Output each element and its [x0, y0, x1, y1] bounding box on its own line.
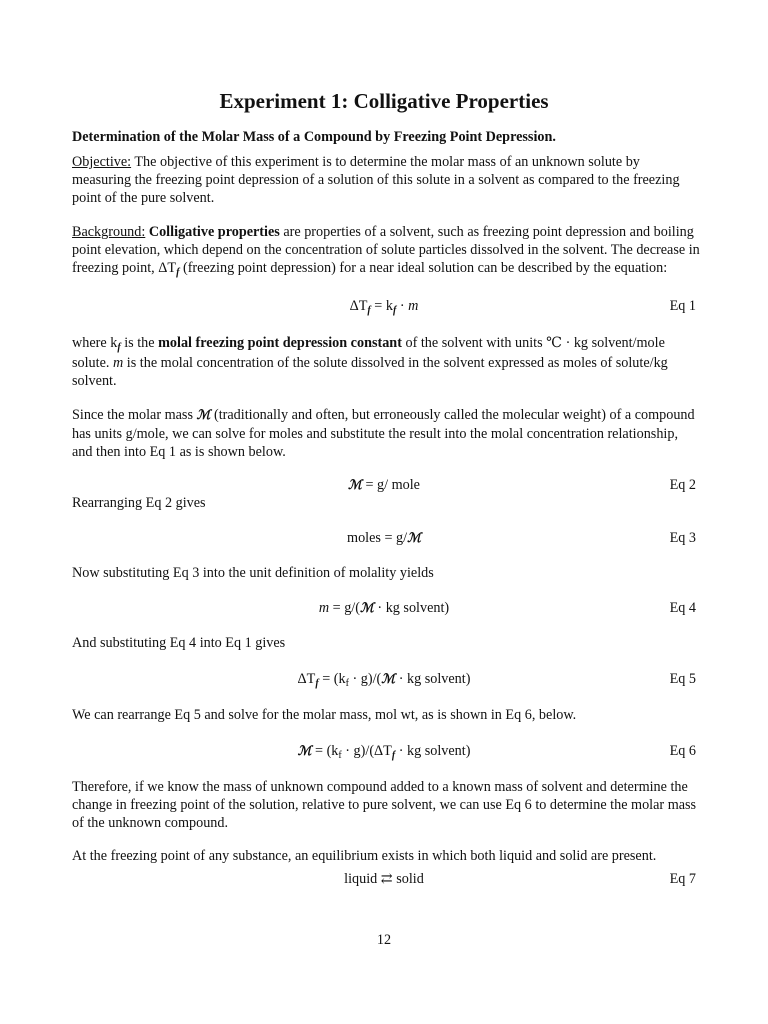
eq6-M: ℳ — [297, 744, 312, 759]
eq3-part: moles = g/ — [347, 530, 408, 546]
equation-7-label: Eq 7 — [669, 871, 696, 887]
where-text: of the solvent with units ℃ · kg solvent/mole solute. — [72, 335, 665, 371]
where-text: is the — [120, 335, 159, 351]
section-subtitle: Determination of the Molar Mass of a Compound by Freezing Point Depression. — [72, 129, 556, 145]
equation-6-label: Eq 6 — [669, 743, 696, 759]
rearrange-eq5-paragraph: We can rearrange Eq 5 and solve for the molar mass, mol wt, as is shown in Eq 6, below. — [72, 707, 577, 723]
objective-paragraph — [72, 153, 702, 207]
eq6-part: = (k — [311, 743, 339, 759]
eq5-sub: f — [315, 678, 319, 689]
equation-7 — [72, 870, 696, 888]
now-substituting-paragraph: Now substituting Eq 3 into the unit definition of molality yields — [72, 565, 434, 581]
equation-2-label: Eq 2 — [669, 477, 696, 493]
where-term: molal freezing point depression constant — [158, 335, 402, 351]
objective-text: The objective of this experiment is to determine the molar mass of an unknown solute by measuring the freezing point depression of a solution of this solute in a solvent as compared to the freezing point of the pure solvent. — [72, 154, 680, 206]
equation-2 — [72, 476, 696, 494]
equation-2-expression — [72, 476, 696, 495]
eq1-part: · — [396, 298, 409, 314]
eq1-part: m — [408, 298, 419, 314]
equation-5-label: Eq 5 — [669, 671, 696, 687]
therefore-paragraph: Therefore, if we know the mass of unknown compound added to a known mass of solvent and determine the change in freezing point of the solution, relative to pure solvent, we can use Eq 6 to determine the molar mass of the unknown compound. — [72, 779, 697, 831]
background-term: Colligative properties — [148, 224, 280, 240]
molar-mass-symbol: ℳ — [196, 408, 211, 423]
equation-6 — [72, 742, 696, 760]
since-text: Since the molar mass — [72, 407, 197, 423]
eq4-part: = g/( — [329, 600, 360, 616]
where-text: where k — [72, 335, 118, 351]
equation-1-label: Eq 1 — [669, 298, 696, 314]
eq6-sub: f — [338, 750, 342, 761]
where-text: is the molal concentration of the solute dissolved in the solvent expressed as moles of solute/kg solvent. — [72, 355, 668, 389]
background-subscript: f — [176, 267, 180, 278]
equation-5 — [72, 670, 696, 688]
eq5-sub: f — [345, 678, 349, 689]
eq2-M: ℳ — [348, 478, 362, 493]
equation-5-expression — [72, 670, 696, 690]
eq2-part: = g/ mole — [361, 477, 420, 493]
objective-label: Objective: — [72, 154, 132, 170]
equation-4-expression — [72, 599, 696, 618]
since-text: (traditionally and often, but erroneously called the molecular weight) of a compound has units g/mole, we can solve for moles and substitute the result into the molal concentration relationship, and then into Eq 1 as is shown below. — [72, 407, 695, 460]
equation-3-expression — [72, 529, 696, 548]
equation-3 — [72, 529, 696, 547]
eq1-sub: f — [367, 305, 371, 316]
eq4-m: m — [318, 600, 330, 616]
equation-1 — [72, 297, 696, 315]
eq4-part: · kg solvent) — [373, 600, 450, 616]
page-title: Experiment 1: Colligative Properties — [219, 89, 549, 113]
eq5-part: · g)/( — [348, 671, 382, 687]
page-number: 12 — [376, 932, 392, 948]
equation-7-expression: liquid ⇄ solid — [344, 871, 424, 887]
eq1-sub: f — [392, 305, 397, 316]
background-text-2: (freezing point depression) for a near ideal solution can be described by the equation: — [179, 260, 668, 276]
where-paragraph — [72, 334, 702, 390]
eq6-sub: f — [391, 750, 396, 761]
background-label: Background: — [72, 224, 146, 240]
since-paragraph — [72, 406, 702, 461]
equation-4 — [72, 599, 696, 617]
eq1-part: = k — [370, 298, 393, 314]
eq5-M: ℳ — [381, 672, 396, 687]
equation-1-expression — [72, 297, 696, 317]
equation-4-label: Eq 4 — [669, 600, 696, 616]
rearranging-paragraph: Rearranging Eq 2 gives — [72, 495, 206, 511]
equation-6-expression — [72, 742, 696, 762]
eq6-part: · kg solvent) — [395, 743, 471, 759]
eq6-part: · g)/(ΔT — [341, 743, 392, 759]
eq5-part: ΔT — [297, 671, 316, 687]
eq4-M: ℳ — [359, 601, 374, 616]
where-m: m — [112, 355, 124, 371]
eq5-part: · kg solvent) — [395, 671, 471, 687]
equation-3-label: Eq 3 — [669, 530, 696, 546]
and-substituting-paragraph: And substituting Eq 4 into Eq 1 gives — [72, 635, 286, 651]
freezing-equilibrium-paragraph: At the freezing point of any substance, an equilibrium exists in which both liquid and solid are present. — [72, 848, 657, 864]
eq3-M: ℳ — [407, 531, 421, 546]
background-paragraph — [72, 223, 702, 279]
eq5-part: = (k — [318, 671, 346, 687]
background-text-1: are properties of a solvent, such as freezing point depression and boiling point elevation, which depend on the concentration of solute particles dissolved in the solvent. The decrease in freezing point, ΔT — [72, 224, 700, 276]
eq1-part: ΔT — [349, 298, 368, 314]
where-sub: f — [117, 342, 121, 353]
